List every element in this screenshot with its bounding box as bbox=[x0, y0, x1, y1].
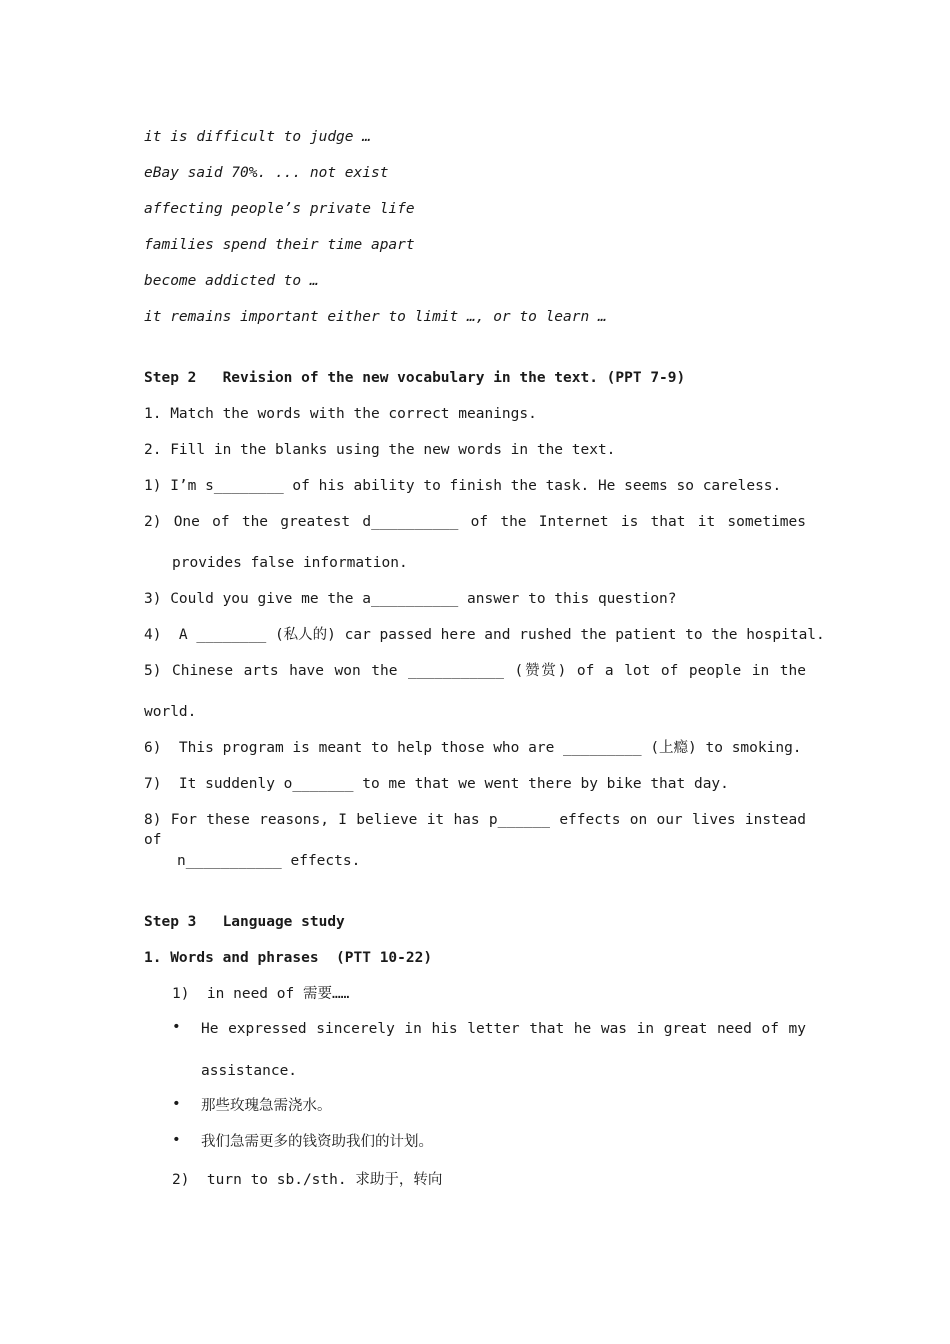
bullet-icon: • bbox=[172, 1096, 181, 1112]
exercise-5: 5) Chinese arts have won the ___________ (赞赏) of a lot of people in the bbox=[144, 663, 806, 679]
step2-item-2: 2. Fill in the blanks using the new words in the text. bbox=[144, 442, 616, 458]
bullet-icon: • bbox=[172, 1132, 181, 1148]
phrase-2: 2) turn to sb./sth. 求助于，转向 bbox=[172, 1172, 443, 1188]
exercise-8-continued: n___________ effects. bbox=[177, 853, 361, 869]
exercise-5-continued: world. bbox=[144, 704, 197, 720]
exercise-2-continued: provides false information. bbox=[172, 555, 408, 571]
exercise-3: 3) Could you give me the a__________ answer to this question? bbox=[144, 591, 677, 607]
bullet-icon: • bbox=[172, 1019, 181, 1035]
phrase-line: it remains important either to limit …, or to learn … bbox=[144, 309, 607, 325]
exercise-7: 7) It suddenly o_______ to me that we went there by bike that day. bbox=[144, 776, 729, 792]
example-sentence: 那些玫瑰急需浇水。 bbox=[201, 1098, 332, 1114]
step2-item-1: 1. Match the words with the correct meanings. bbox=[144, 406, 537, 422]
phrase-line: become addicted to … bbox=[144, 273, 319, 289]
step3-heading: Step 3 Language study bbox=[144, 914, 345, 930]
step2-heading: Step 2 Revision of the new vocabulary in the text. (PPT 7-9) bbox=[144, 370, 686, 386]
exercise-4: 4) A ________ (私人的) car passed here and rushed the patient to the hospital. bbox=[144, 627, 825, 643]
phrase-line: it is difficult to judge … bbox=[144, 129, 371, 145]
phrase-1: 1) in need of 需要…… bbox=[172, 986, 350, 1002]
step3-subheading: 1. Words and phrases (PTT 10-22) bbox=[144, 950, 433, 966]
example-sentence-continued: assistance. bbox=[201, 1063, 298, 1079]
exercise-6: 6) This program is meant to help those who are _________ (上瘾) to smoking. bbox=[144, 740, 802, 756]
exercise-8: 8) For these reasons, I believe it has p______ effects on our lives instead of bbox=[144, 812, 806, 848]
phrase-line: affecting people’s private life bbox=[144, 201, 415, 217]
exercise-1: 1) I’m s________ of his ability to finish the task. He seems so careless. bbox=[144, 478, 782, 494]
example-sentence: He expressed sincerely in his letter that he was in great need of my bbox=[201, 1021, 806, 1037]
phrase-line: families spend their time apart bbox=[144, 237, 415, 253]
phrase-line: eBay said 70%. ... not exist bbox=[144, 165, 389, 181]
exercise-2: 2) One of the greatest d__________ of the Internet is that it sometimes bbox=[144, 514, 806, 530]
example-sentence: 我们急需更多的钱资助我们的计划。 bbox=[201, 1134, 433, 1150]
